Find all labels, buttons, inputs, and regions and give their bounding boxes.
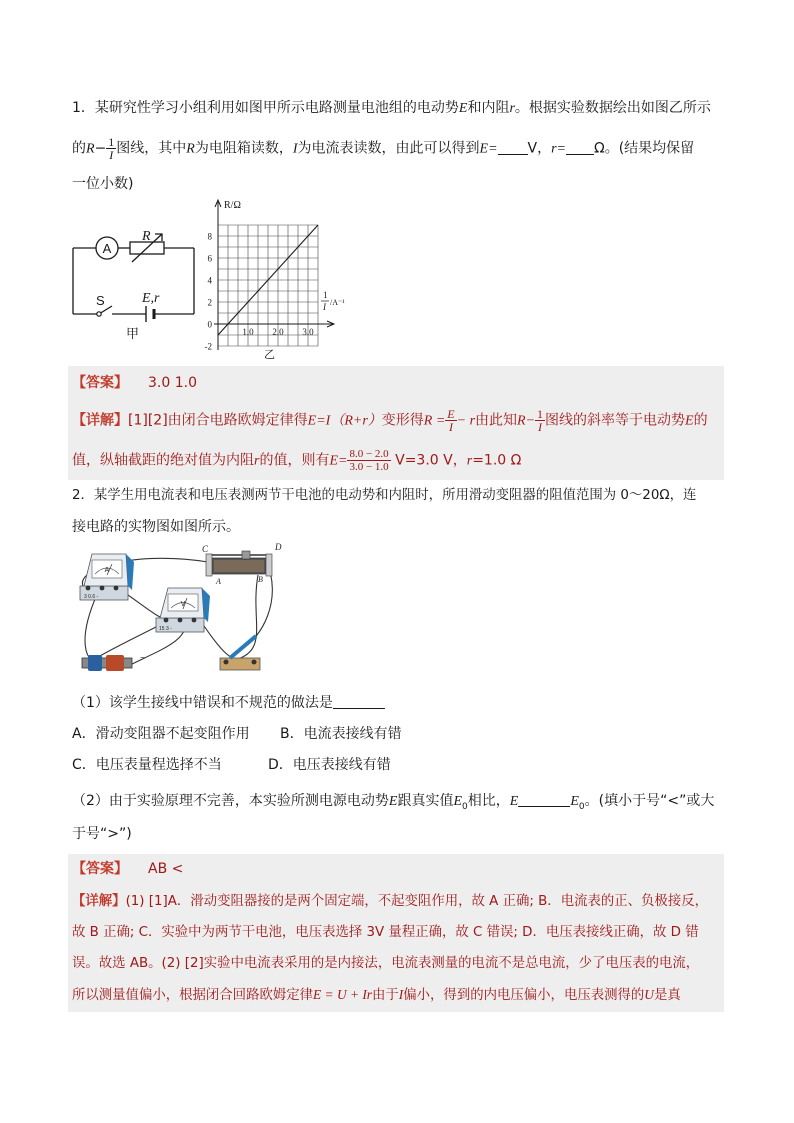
q2-detail-line-3: 误。故选 AB。(2) [2]实验中电流表采用的是内接法，电流表测量的电流不是总电流，少了电压表的电流， <box>72 956 700 971</box>
battery-device <box>82 655 132 671</box>
option-C: C．电压表量程选择不当 <box>72 757 222 773</box>
x-tick-label: 2.0 <box>272 327 284 337</box>
q2-detail-line-1: 【详解】(1) [1]A．滑动变阻器接的是两个固定端，不起变阻作用，故 A 正确; B．电流表的正、负极接反， <box>72 894 708 909</box>
switch-label: S <box>96 293 105 308</box>
q1-line-3: 一位小数) <box>72 176 134 192</box>
q1-line-2: 的R− $\frac{1}{I}$ 图线，其中R为电阻箱读数，I为电流表读数，由此可以得到E= V，r= Ω。(结果均保留 <box>72 135 695 162</box>
rheostat-terminal-C: C <box>202 544 209 554</box>
ammeter-scale: 3 0.6 - <box>84 594 99 600</box>
q1-detail-line-1: 【详解】[1][2]由闭合电路欧姆定律得E=I（R+r）变形得R = $\frac{E}{I}$ − r由此知R− $\frac{1}{I}$ 图线的斜率等于电动势E的 <box>72 407 708 434</box>
option-B: B．电流表接线有错 <box>280 726 402 742</box>
voltmeter-scale: 15 3 - <box>159 626 172 632</box>
y-tick-label: 8 <box>207 231 212 242</box>
slope-calc-fraction: $\frac{8.0 - 2.0}{3.0 - 1.0}$ <box>349 448 389 473</box>
option-D: D．电压表接线有错 <box>268 757 391 773</box>
rheostat-device <box>206 551 272 576</box>
blank-r <box>566 140 594 155</box>
blank-sub2 <box>518 792 570 807</box>
resistor-label: R <box>142 229 151 244</box>
q2-sub2-line-2: 于号“>”) <box>72 826 132 842</box>
q2-detail-line-2: 故 B 正确; C．实验中为两节干电池，电压表选择 3V 量程正确，故 C 错误; D．电压表接线正确，故 D 错 <box>72 925 699 940</box>
x-axis-frac-den: I <box>323 302 326 312</box>
r-vs-inverse-i-graph <box>200 196 350 362</box>
apparatus-figure <box>70 540 290 680</box>
ammeter-device-label: A <box>104 567 110 574</box>
rheostat-terminal-B: B <box>258 575 263 584</box>
battery-minus: − <box>140 653 145 662</box>
battery-label: E,r <box>142 291 160 306</box>
rheostat-terminal-A: A <box>216 577 221 586</box>
voltmeter-device-label: V <box>180 601 186 608</box>
circuit-diagram <box>68 222 208 342</box>
y-axis-label: R/Ω <box>224 200 241 211</box>
q2-line-2: 接电路的实物图如图所示。 <box>72 519 240 535</box>
q2-answer-line: 【答案】 AB < <box>72 861 184 877</box>
blank-sub1 <box>333 694 385 709</box>
x-axis-label: /A⁻¹ <box>330 298 345 307</box>
q2-line-1: 2．某学生用电流表和电压表测两节干电池的电动势和内阻时，所用滑动变阻器的阻值范围为 0～20Ω，连 <box>72 488 697 503</box>
x-tick-label: 1.0 <box>242 327 254 337</box>
x-axis-frac-num: 1 <box>323 290 328 300</box>
option-A: A．滑动变阻器不起变阻作用 <box>72 726 250 742</box>
q2-detail-line-4: 所以测量值偏小，根据闭合回路欧姆定律E = U + Ir由于I偏小，得到的内电压偏小，电压表测得的U是真 <box>72 987 681 1003</box>
rheostat-terminal-D: D <box>275 542 282 552</box>
graph-caption: 乙 <box>264 348 275 361</box>
x-tick-label: 3.0 <box>302 327 314 337</box>
y-tick-label: 2 <box>207 297 212 308</box>
y-tick-label: 4 <box>207 275 212 286</box>
blank-E <box>498 140 528 155</box>
one-over-I-fraction: $\frac{1}{I}$ <box>108 135 115 162</box>
q1-line-1: 1．某研究性学习小组利用如图甲所示电路测量电池组的电动势E和内阻r。根据实验数据绘出如图乙所示 <box>72 100 711 116</box>
q2-sub2-line-1: （2）由于实验原理不完善，本实验所测电源电动势E跟真实值$E_0$相比，E $E_0$。(填小于号“<”或大 <box>72 793 715 812</box>
E-over-I-fraction: $\frac{E}{I}$ <box>447 407 455 434</box>
y-tick-label: 6 <box>207 253 212 264</box>
y-tick-label: 0 <box>207 319 212 330</box>
q2-sub1: （1）该学生接线中错误和不规范的做法是 <box>72 693 724 713</box>
ammeter-label: A <box>102 241 112 256</box>
circuit-caption: 甲 <box>126 327 140 342</box>
one-over-I-fraction-2: $\frac{1}{I}$ <box>537 407 544 434</box>
y-tick-label: -2 <box>204 341 212 352</box>
q1-detail-line-2: 值，纵轴截距的绝对值为内阻r的值，则有E= $\frac{8.0 - 2.0}{3.0 - 1.0}$ V=3.0 V，r=1.0 Ω <box>72 448 522 473</box>
q1-answer-line: 【答案】 3.0 1.0 <box>72 375 197 391</box>
